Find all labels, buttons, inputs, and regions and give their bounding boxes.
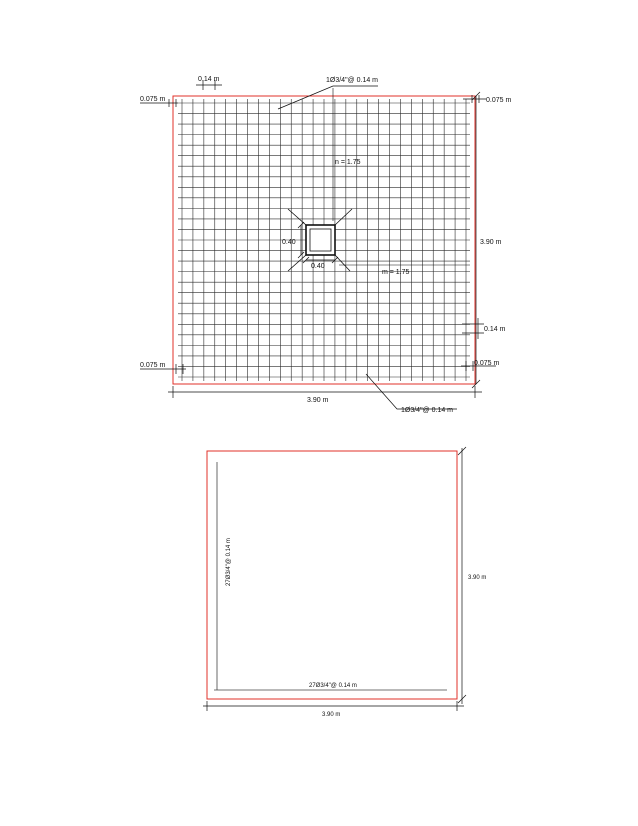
label-bar-top: 1Ø3/4"@ 0.14 m xyxy=(326,77,379,84)
label-side-bottom: 3.90 m xyxy=(307,397,329,404)
label-cover-tr: 0.075 m xyxy=(486,97,512,104)
label-cover-br: 0.075 m xyxy=(474,360,500,367)
label-side-bottom-bottom: 3.90 m xyxy=(322,712,341,718)
bottom-footing-plan xyxy=(203,447,486,718)
label-side-right: 3.90 m xyxy=(480,239,502,246)
label-side-right-bottom: 3.90 m xyxy=(468,575,487,581)
label-cover-tl: 0.075 m xyxy=(140,96,166,103)
top-footing-plan xyxy=(140,76,511,414)
dim-side-right xyxy=(472,92,480,388)
label-bar-bottom: 1Ø3/4"@ 0.14 m xyxy=(401,407,454,414)
label-cover-bl: 0.075 m xyxy=(140,362,166,369)
dim-spacing-right xyxy=(462,318,484,339)
dim-side-bottom-bottom xyxy=(203,701,464,711)
punching-line-tr xyxy=(335,209,352,225)
label-n: n = 1.75 xyxy=(335,159,361,166)
bottom-footing-outline xyxy=(207,451,457,699)
label-bars-horizontal: 27Ø3/4"@ 0.14 m xyxy=(309,683,357,689)
label-spacing-top: 0.14 m xyxy=(198,76,220,83)
label-spacing-right: 0.14 m xyxy=(484,326,506,333)
label-col-h: 0.40 xyxy=(282,239,296,246)
label-bars-vertical: 27Ø3/4"@ 0.14 m xyxy=(226,538,232,586)
dim-side-right-bottom xyxy=(458,447,466,704)
leader-bar-top xyxy=(278,86,378,109)
label-m: m = 1.75 xyxy=(382,269,410,276)
label-col-w: 0.40 xyxy=(311,263,325,270)
